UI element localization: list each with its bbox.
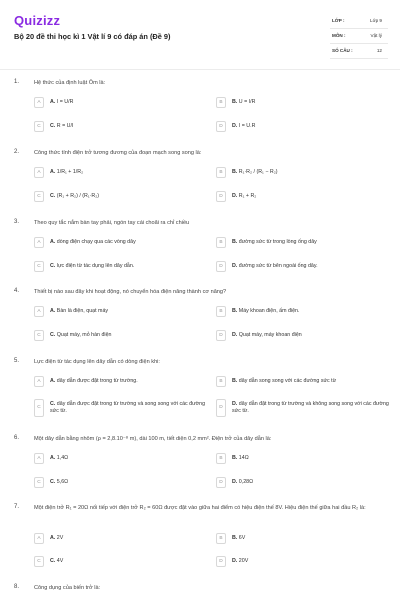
option-text: lực điện từ tác dụng lên dây dẫn. [56,263,135,269]
option-text: 1/R₁ + 1/R₂ [56,169,84,175]
meta-value: Vật lý [370,33,382,38]
option-letter: C [34,330,44,341]
option-label: B. [232,308,238,314]
option-text: 1,4Ω [56,455,69,461]
option-d[interactable] [216,555,390,568]
option-text: (R₁ + R₂) / (R₁·R₂) [56,193,100,199]
option-a[interactable] [34,236,208,249]
option-text: dây dẫn song song với các đường sức từ [238,378,337,384]
question-number: 3. [14,219,20,225]
option-letter: C [34,261,44,272]
question-number: 2. [14,149,20,155]
option-c[interactable] [34,329,208,342]
option-text: 6V [238,535,246,541]
option-label: A. [50,535,56,541]
question-number: 4. [14,288,20,294]
option-text: Quạt máy, máy khoan điện [238,332,302,338]
option-text: I = U/R [56,99,74,105]
option-label: C. [50,263,56,269]
document-header [0,0,400,70]
meta-key: LỚP : [332,18,345,23]
question-number: 6. [14,435,20,441]
meta-key: SỐ CÂU : [332,48,353,53]
option-text: U = I/R [238,99,256,105]
option-text: dây dẫn đặt trong từ trường và không song song với các đường sức từ. [232,401,389,414]
option-letter: A [34,376,44,387]
option-text: Máy khoan điện, ấm điện. [238,308,300,314]
option-label: D. [232,401,238,407]
question-text: Một điện trở R₁ = 20Ω nối tiếp với điện trở R₂ = 60Ω được đặt vào giữa hai điểm có hiệu điện thế 8V. Hiệu điện thế giữa hai đầu R₂ là: [34,505,366,511]
option-a[interactable] [34,305,208,318]
option-letter: A [34,306,44,317]
option-b[interactable] [216,532,390,545]
option-c[interactable] [34,555,208,568]
option-a[interactable] [34,375,208,388]
option-text: 2V [56,535,64,541]
question-text: Công thức tính điện trở tương đương của đoạn mạch song song là: [34,150,202,156]
question-text: Thiết bị nào sau đây khi hoạt động, nó chuyển hóa điện năng thành cơ năng? [34,289,227,295]
option-letter: A [34,453,44,464]
option-text: 20V [238,558,249,564]
option-text: 0,28Ω [238,479,254,485]
option-a[interactable] [34,96,208,109]
option-text: R₁·R₂ / (R₁ − R₂) [238,169,278,175]
option-b[interactable] [216,236,390,249]
option-letter: B [216,376,226,387]
option-letter: B [216,306,226,317]
option-a[interactable] [34,166,208,179]
option-text: dây dẫn được đặt trong từ trường. [56,378,138,384]
option-letter: D [216,330,226,341]
option-letter: D [216,556,226,567]
option-text: Bàn là điện, quạt máy [56,308,109,314]
option-letter: D [216,191,226,202]
option-c[interactable] [34,398,208,418]
meta-row-subject [330,29,388,44]
option-d[interactable] [216,476,390,489]
option-text: 5,6Ω [56,479,69,485]
question-number: 5. [14,358,20,364]
question-text: Theo quy tắc nắm bàn tay phải, ngón tay cái choãi ra chỉ chiều [34,220,190,226]
meta-row-count [330,44,388,59]
option-c[interactable] [34,120,208,133]
option-d[interactable] [216,398,390,418]
question-number: 8. [14,584,20,590]
option-text: dòng điện chạy qua các vòng dây [56,239,136,245]
option-letter: B [216,453,226,464]
option-label: D. [232,123,238,129]
option-letter: A [34,97,44,108]
option-letter: D [216,261,226,272]
option-letter: B [216,167,226,178]
option-label: C. [50,123,56,129]
option-label: C. [50,558,56,564]
option-text: 4V [56,558,64,564]
question-text: Công dụng của biến trở là: [34,585,101,591]
option-letter: C [34,191,44,202]
option-label: C. [50,332,56,338]
option-text: đường sức từ bên ngoài ống dây. [238,263,318,269]
meta-table [330,14,388,59]
option-label: D. [232,332,238,338]
option-label: C. [50,193,56,199]
option-label: C. [50,479,56,485]
option-letter: B [216,97,226,108]
option-text: Quạt máy, mỏ hàn điện [56,332,112,338]
option-label: D. [232,263,238,269]
option-letter: C [34,556,44,567]
option-text: R₁ + R₂ [238,193,257,199]
option-label: D. [232,479,238,485]
question-number: 1. [14,79,20,85]
option-letter: A [34,533,44,544]
option-label: A. [50,455,56,461]
option-letter: C [34,477,44,488]
option-label: B. [232,535,238,541]
option-text: đường sức từ trong lòng ống dây [238,239,317,245]
option-letter: A [34,237,44,248]
option-label: A. [50,99,56,105]
question-text: Một dây dẫn bằng nhôm (ρ = 2,8.10⁻⁸ m), dài 100 m, tiết diện 0,2 mm². Điện trở của dây dẫn là: [34,436,272,442]
option-label: A. [50,308,56,314]
option-letter: C [34,121,44,132]
question-text: Lực điện từ tác dụng lên dây dẫn có dòng điện khi: [34,359,160,365]
option-text: dây dẫn được đặt trong từ trường và song song với các đường sức từ. [50,401,206,414]
option-letter: D [216,399,226,417]
option-c[interactable] [34,476,208,489]
option-d[interactable] [216,260,390,273]
option-letter: B [216,237,226,248]
option-text: I = U.R [238,123,256,129]
option-d[interactable] [216,120,390,133]
option-a[interactable] [34,532,208,545]
option-label: D. [232,558,238,564]
option-letter: C [34,399,44,417]
option-d[interactable] [216,190,390,203]
option-label: B. [232,378,238,384]
meta-row-class [330,14,388,29]
option-c[interactable] [34,260,208,273]
quizizz-logo: Quizizz [14,13,61,28]
option-letter: D [216,121,226,132]
option-b[interactable] [216,452,390,465]
question-text: Hệ thức của định luật Ôm là: [34,80,106,86]
meta-value: 12 [376,48,382,53]
meta-value: Lớp 9 [370,18,382,23]
option-a[interactable] [34,452,208,465]
option-label: D. [232,193,238,199]
option-text: R = U/I [56,123,74,129]
option-b[interactable] [216,375,390,388]
option-label: B. [232,455,238,461]
option-text: 14Ω [238,455,249,461]
meta-key: MÔN : [332,33,346,38]
option-label: A. [50,239,56,245]
option-letter: D [216,477,226,488]
option-label: A. [50,169,56,175]
option-label: A. [50,378,56,384]
question-number: 7. [14,504,20,510]
option-c[interactable] [34,190,208,203]
document-title: Bộ 20 đề thi học kì 1 Vật lí 9 có đáp án (Đề 9) [14,32,171,41]
option-letter: B [216,533,226,544]
option-label: B. [232,239,238,245]
option-d[interactable] [216,329,390,342]
option-b[interactable] [216,96,390,109]
option-label: C. [50,401,56,407]
option-label: B. [232,169,238,175]
option-label: B. [232,99,238,105]
option-b[interactable] [216,166,390,179]
option-letter: A [34,167,44,178]
option-b[interactable] [216,305,390,318]
